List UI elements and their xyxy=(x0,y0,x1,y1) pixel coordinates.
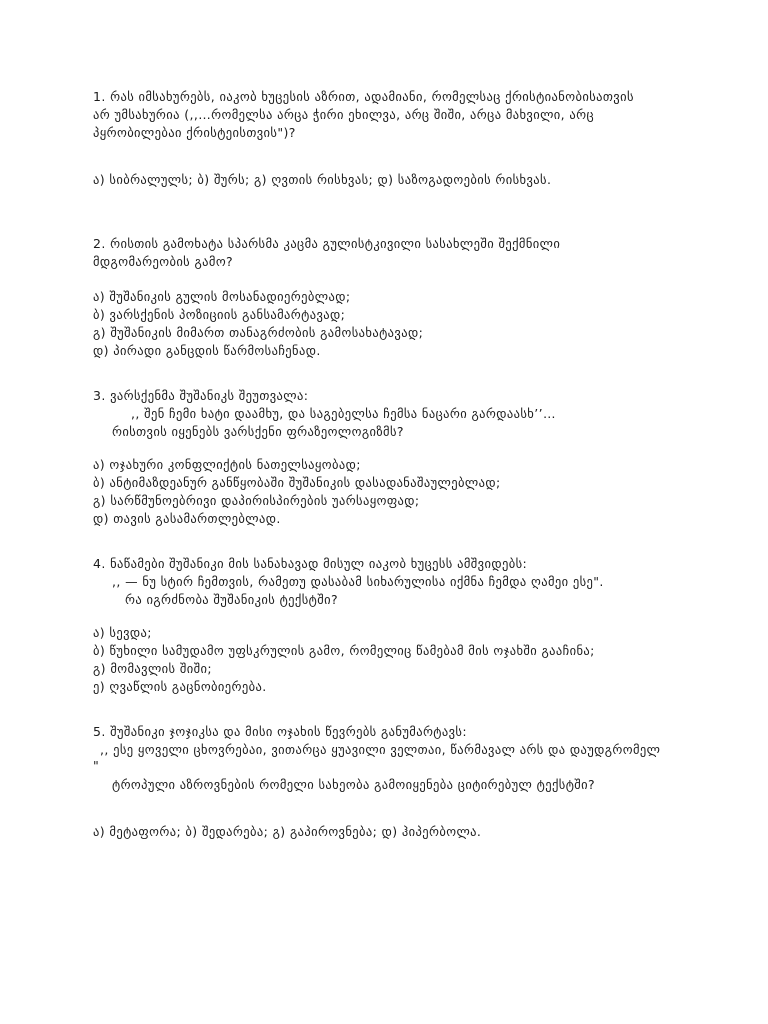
q2-line-1: 2. რისთის გამოხატა სპარსმა კაცმა გულისტკივილი სასახლეში შექმნილი xyxy=(93,236,561,251)
q5-line-1: 5. შუშანიკი ჯოჯიკსა და მისი ოჯახის წევრებს განუმარტავს: xyxy=(93,724,467,739)
q2-option-d: დ) პირადი განცდის წარმოსაჩენად. xyxy=(93,343,321,358)
q2-option-b: ბ) ვარსქენის პოზიციის განსამარტავად; xyxy=(93,307,346,322)
q3-option-c: გ) სარწმუნოებრივი დაპირისპირების უარსაყოფად; xyxy=(93,493,420,508)
q2-option-a: ა) შუშანიკის გულის მოსანადიერებლად; xyxy=(93,289,351,304)
q4-option-b: ბ) წუხილი სამუდამო უფსკრულის გამო, რომელიც წამებამ მის ოჯახში გააჩინა; xyxy=(93,643,595,658)
q4-option-a: ა) სევდა; xyxy=(93,625,152,640)
q5-quote-end: " xyxy=(93,758,100,773)
q3-option-d: დ) თავის გასამართლებლად. xyxy=(93,511,281,526)
q1-line-3: პყრობილებაი ქრისტეისთვის")? xyxy=(93,125,296,140)
q5-quote: ,, ესე ყოველი ცხოვრებაი, ვითარცა ყუავილი ველთაი, წარმავალ არს და დაუდგრომელ xyxy=(100,742,661,757)
q1-line-1: 1. რას იმსახურებს, იაკობ ხუცესის აზრით, ადამიანი, რომელსაც ქრისტიანობისათვის xyxy=(93,89,634,104)
q3-line-1: 3. ვარსქენმა შუშანიკს შეუთვალა: xyxy=(93,388,309,403)
q3-option-b: ბ) ანტიმაზდეანურ განწყობაში შუშანიკის დასადანაშაულებლად; xyxy=(93,475,501,490)
q4-line-3: რა იგრძნობა შუშანიკის ტექსტში? xyxy=(125,592,339,607)
q3-option-a: ა) ოჯახური კონფლიქტის ნათელსაყობად; xyxy=(93,457,361,472)
q4-option-d: ე) ღვაწლის გაცნობიერება. xyxy=(93,679,267,694)
q1-line-2: არ უმსახურია (,,…რომელსა არცა ჭირი ეხილვა, არც შიში, არცა მახვილი, არც xyxy=(93,107,595,122)
q3-line-3: რისთვის იყენებს ვარსქენი ფრაზეოლოგიზმს? xyxy=(112,424,404,439)
q3-quote: ,, შენ ჩემი ხატი დაამხუ, და საგებელსა ჩემსა ნაცარი გარდაასხ’’… xyxy=(131,406,556,421)
q4-option-c: გ) მომავლის შიში; xyxy=(93,661,212,676)
q5-line-4: ტროპული აზროვნების რომელი სახეობა გამოიყენება ციტირებულ ტექსტში? xyxy=(112,777,596,792)
q5-answers: ა) მეტაფორა; ბ) შედარება; გ) გაპიროვნება; დ) ჰიპერბოლა. xyxy=(93,824,482,839)
q2-line-2: მდგომარეობის გამო? xyxy=(93,254,234,269)
q4-quote: ,, — ნუ სტირ ჩემთვის, რამეთუ დასაბამ სიხარულისა იქმნა ჩემდა ღამეი ესე". xyxy=(112,574,604,589)
q4-line-1: 4. ნაწამები შუშანიკი მის სანახავად მისულ იაკობ ხუცესს ამშვიდებს: xyxy=(93,556,528,571)
q2-option-c: გ) შუშანიკის მიმართ თანაგრძობის გამოსახატავად; xyxy=(93,325,424,340)
q1-answers: ა) სიბრალულს; ბ) შურს; გ) ღვთის რისხვას; დ) საზოგადოების რისხვას. xyxy=(93,172,552,187)
